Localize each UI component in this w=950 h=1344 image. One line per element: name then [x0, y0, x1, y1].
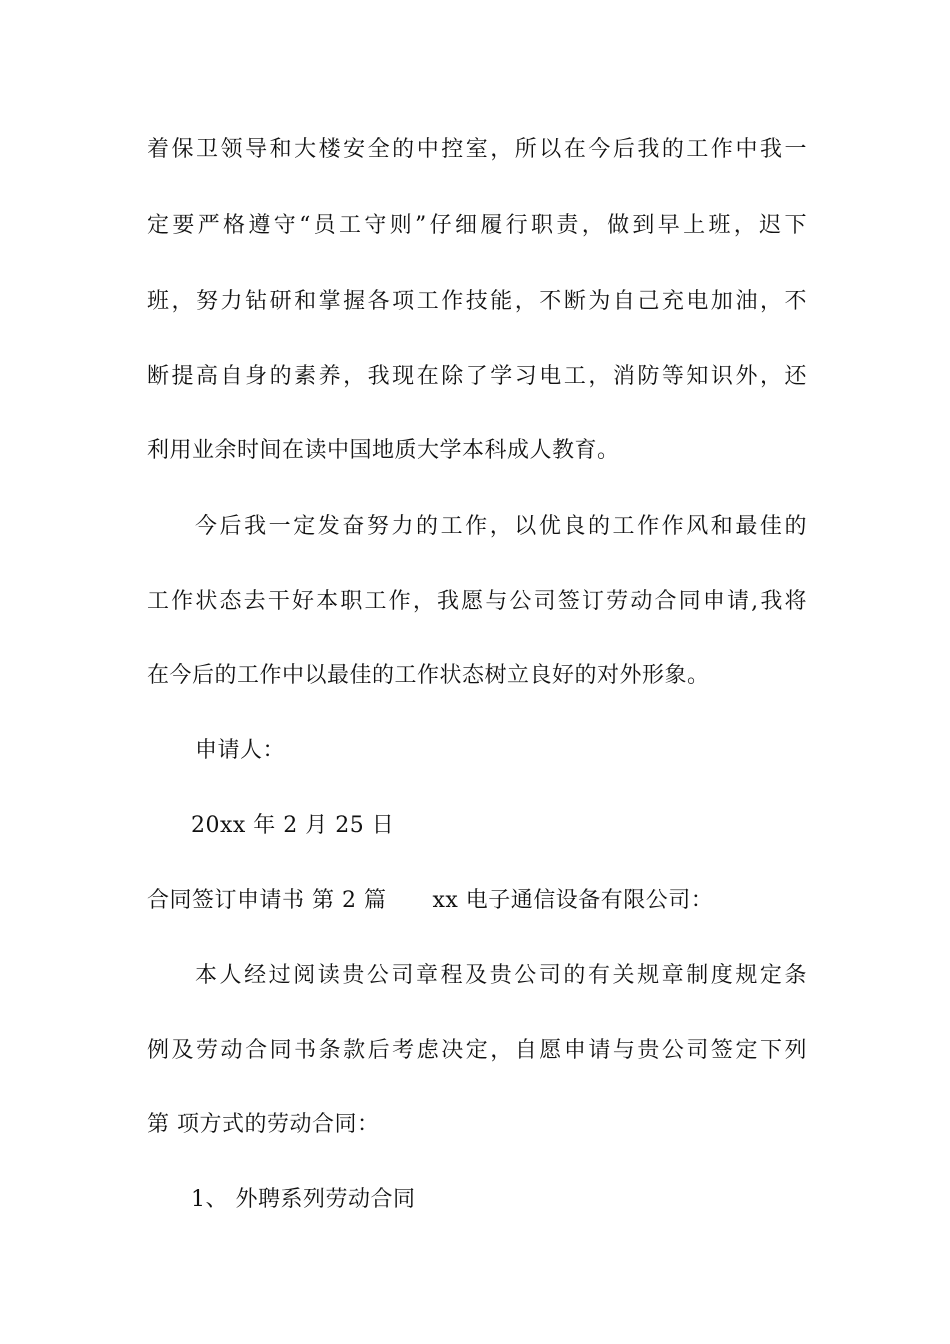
- paragraph-line: 今后我一定发奋努力的工作，以优良的工作作风和最佳的: [195, 514, 807, 539]
- paragraph-line: 断提高自身的素养，我现在除了学习电工，消防等知识外，还: [147, 364, 807, 389]
- paragraph-line: 班，努力钻研和掌握各项工作技能，不断为自己充电加油，不: [147, 289, 807, 314]
- addressee: xx 电子通信设备有限公司：: [432, 888, 714, 913]
- paragraph-line: 本人经过阅读贵公司章程及贵公司的有关规章制度规定条: [195, 963, 807, 988]
- section-heading-line: [147, 886, 807, 916]
- section-heading: 合同签订申请书 第 2 篇: [147, 888, 387, 913]
- application-date: 20xx 年 2 月 25 日: [191, 813, 395, 838]
- paragraph-line: 着保卫领导和大楼安全的中控室，所以在今后我的工作中我一: [147, 137, 807, 162]
- paragraph-line: 工作状态去干好本职工作，我愿与公司签订劳动合同申请,我将: [147, 589, 807, 614]
- paragraph-line: 定要严格遵守“员工守则”仔细履行职责，做到早上班，迟下: [147, 213, 807, 238]
- paragraph-line: 在今后的工作中以最佳的工作状态树立良好的对外形象。: [147, 663, 710, 688]
- list-item: 1、 外聘系列劳动合同: [191, 1187, 416, 1212]
- paragraph-line: 利用业余时间在读中国地质大学本科成人教育。: [147, 438, 620, 463]
- paragraph-line: 第 项方式的劳动合同：: [147, 1112, 380, 1137]
- applicant-label: 申请人：: [195, 738, 286, 763]
- paragraph-line: 例及劳动合同书条款后考虑决定，自愿申请与贵公司签定下列: [147, 1038, 807, 1063]
